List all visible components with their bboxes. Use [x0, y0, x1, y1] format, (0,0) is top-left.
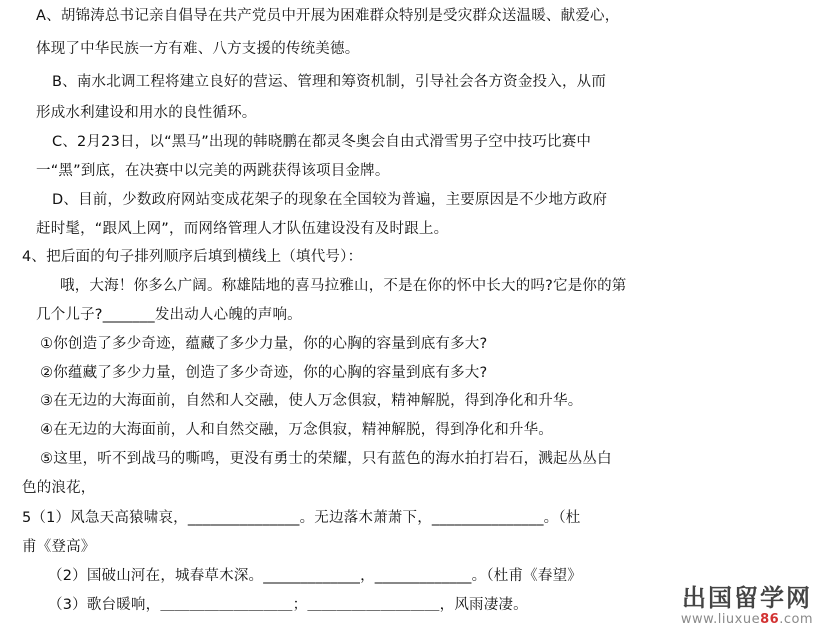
option-a-line-1: A、胡锦涛总书记亲自倡导在共产党员中开展为困难群众特别是受灾群众送温暖、献爱心，	[36, 8, 620, 24]
option-b-line-2: 形成水利建设和用水的良性循环。	[36, 105, 257, 121]
watermark-url-prefix: www.liuxue	[680, 612, 761, 627]
watermark-title: 出国留学网	[682, 584, 812, 612]
watermark-url-accent: 86	[760, 612, 780, 627]
option-d-line-2: 赶时髦，“跟风上网”，而网络管理人才队伍建设没有及时跟上。	[36, 221, 449, 237]
sentence-2: ②你蕴藏了多少力量，创造了多少奇迹，你的心胸的容量到底有多大?	[40, 365, 488, 381]
sentence-4: ④在无边的大海面前，人和自然交融，万念俱寂，精神解脱，得到净化和升华。	[40, 422, 553, 438]
sentence-5-line-2: 色的浪花，	[22, 480, 96, 496]
option-b-line-1: B、南水北调工程将建立良好的营运、管理和筹资机制，引导社会各方资金投入，从而	[52, 74, 607, 90]
option-c-line-2: 一“黑”到底，在决赛中以完美的两跳获得该项目金牌。	[36, 163, 390, 179]
question-5-part-1-line-2: 甫《登高》	[22, 539, 96, 555]
watermark-url-suffix: .com	[779, 612, 814, 627]
site-watermark	[672, 584, 822, 636]
question-4-passage-line-1: 哦，大海！你多么广阔。称雄陆地的喜马拉雅山，不是在你的怀中长大的吗?它是你的第	[60, 278, 627, 294]
sentence-3: ③在无边的大海面前，自然和人交融，使人万念俱寂，精神解脱，得到净化和升华。	[40, 393, 583, 409]
question-5-part-3: （3）歌台暖响，＿＿＿＿＿＿＿＿＿；＿＿＿＿＿＿＿＿＿，风雨凄凄。	[48, 597, 528, 613]
sentence-5-line-1: ⑤这里，听不到战马的嘶鸣，更没有勇士的荣耀，只有蓝色的海水拍打岩石，溅起丛丛白	[40, 451, 612, 467]
question-5-part-1-line-1: 5（1）风急天高猿啸哀，_______________。无边落木萧萧下，_______________。（杜	[22, 510, 581, 526]
question-4-heading: 4、把后面的句子排列顺序后填到横线上（填代号）：	[22, 249, 363, 265]
watermark-url	[672, 612, 822, 628]
option-d-line-1: D、目前，少数政府网站变成花架子的现象在全国较为普遍，主要原因是不少地方政府	[52, 192, 608, 208]
question-5-part-2: （2）国破山河在，城春草木深。_____________，_____________。（杜甫《春望》	[48, 568, 582, 584]
option-c-line-1: C、2月23日，以“黑马”出现的韩晓鹏在都灵冬奥会自由式滑雪男子空中技巧比赛中	[52, 134, 592, 150]
question-4-passage-line-2: 几个儿子?_______发出动人心魄的声响。	[36, 307, 302, 323]
sentence-1: ①你创造了多少奇迹，蕴藏了多少力量，你的心胸的容量到底有多大?	[40, 336, 488, 352]
option-a-line-2: 体现了中华民族一方有难、八方支援的传统美德。	[36, 41, 360, 57]
